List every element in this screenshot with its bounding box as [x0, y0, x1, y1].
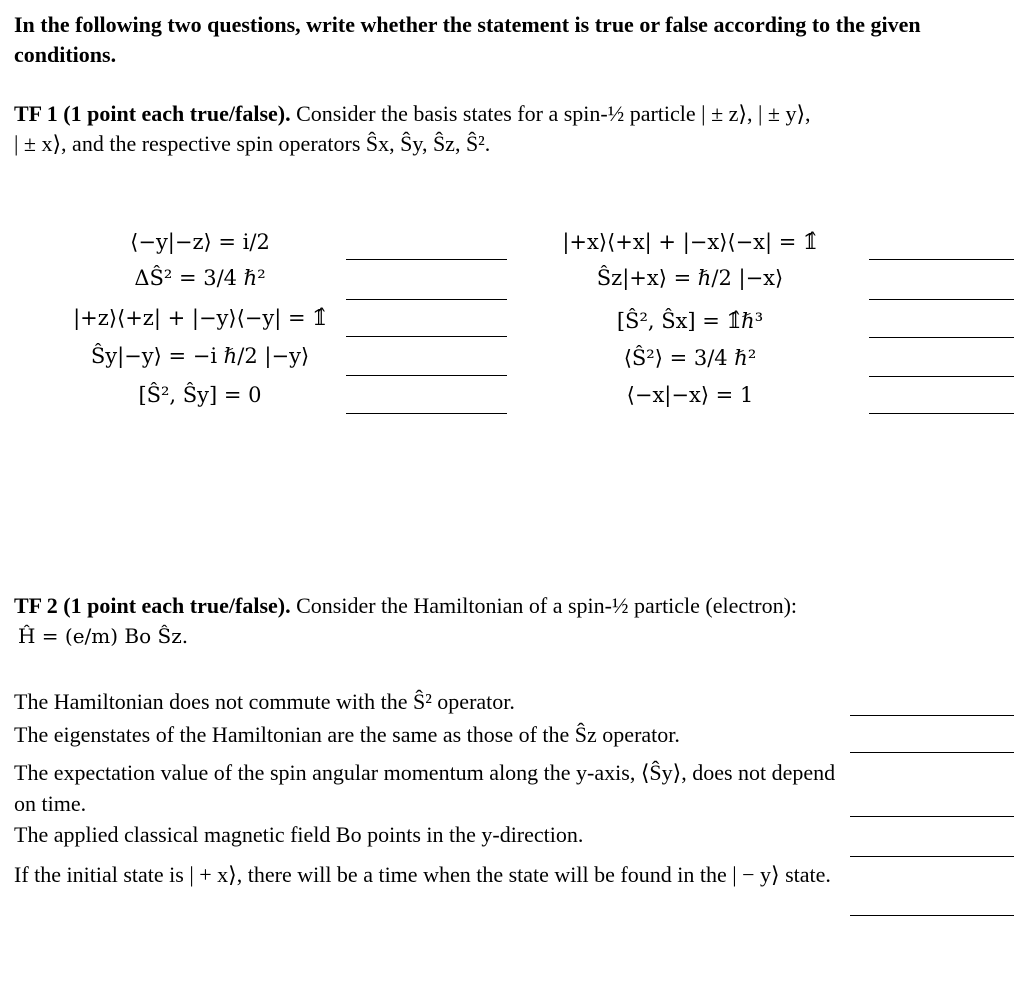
instructions-title: In the following two questions, write whether the statement is true or false according to the given conditions. [14, 12, 921, 67]
tf1-right-statement-5: ⟨−x|−x⟩ = 1 [626, 383, 754, 407]
tf1-header [14, 99, 1004, 159]
tf2-statement-5: If the initial state is | + x⟩, there will be a time when the state will be found in the | − y⟩ state. [14, 862, 831, 887]
tf2-answer-blank-4[interactable] [850, 856, 1014, 857]
tf2-answer-blank-1[interactable] [850, 715, 1014, 716]
tf1-right-answer-blank-1[interactable] [869, 259, 1014, 260]
tf2-answer-blank-3[interactable] [850, 816, 1014, 817]
tf1-left-answer-blank-4[interactable] [346, 375, 507, 376]
tf2-statement-4: The applied classical magnetic field Bo points in the y-direction. [14, 822, 584, 847]
tf1-description-line1: Consider the basis states for a spin-½ particle | ± z⟩, | ± y⟩, [290, 101, 811, 126]
tf2-answer-blank-2[interactable] [850, 752, 1014, 753]
tf1-left-statement-2: ΔŜ² = 3/4 ℏ² [134, 266, 266, 290]
tf1-description-line2: | ± x⟩, and the respective spin operators Ŝx, Ŝy, Ŝz, Ŝ². [14, 131, 491, 156]
tf1-left-answer-blank-5[interactable] [346, 413, 507, 414]
tf1-left-statement-5: [Ŝ², Ŝy] = 0 [138, 383, 262, 407]
tf1-right-answer-blank-2[interactable] [869, 299, 1014, 300]
tf1-right-answer-blank-5[interactable] [869, 413, 1014, 414]
tf1-label: TF 1 (1 point each true/false). [14, 101, 291, 126]
tf1-right-statement-3: [Ŝ², Ŝx] = 𝟙̂ℏ³ [616, 309, 764, 333]
tf1-right-statement-2: Ŝz|+x⟩ = ℏ/2 |−x⟩ [596, 266, 784, 290]
tf1-left-answer-blank-3[interactable] [346, 336, 507, 337]
tf1-left-answer-blank-1[interactable] [346, 259, 507, 260]
tf2-statement-1: The Hamiltonian does not commute with the Ŝ² operator. [14, 689, 515, 714]
tf1-right-answer-blank-3[interactable] [869, 337, 1014, 338]
tf1-left-statement-3: |+z⟩⟨+z| + |−y⟩⟨−y| = 𝟙̂ [73, 306, 327, 330]
tf2-header [14, 591, 1004, 621]
tf2-statement-2: The eigenstates of the Hamiltonian are the same as those of the Ŝz operator. [14, 722, 680, 747]
tf1-left-statement-4: Ŝy|−y⟩ = −i ℏ/2 |−y⟩ [90, 344, 310, 368]
tf1-right-answer-blank-4[interactable] [869, 376, 1014, 377]
tf2-hamiltonian: Ĥ = (e/m) Bo Ŝz. [18, 624, 189, 648]
tf2-label: TF 2 (1 point each true/false). [14, 593, 291, 618]
tf1-right-statement-1: |+x⟩⟨+x| + |−x⟩⟨−x| = 𝟙̂ [562, 230, 818, 254]
tf1-left-answer-blank-2[interactable] [346, 299, 507, 300]
tf1-right-statement-4: ⟨Ŝ²⟩ = 3/4 ℏ² [623, 346, 757, 370]
tf2-answer-blank-5[interactable] [850, 915, 1014, 916]
tf2-statement-3: The expectation value of the spin angular momentum along the y-axis, ⟨Ŝy⟩, does not depend on time. [14, 760, 836, 816]
tf2-description: Consider the Hamiltonian of a spin-½ particle (electron): [290, 593, 798, 618]
tf1-left-statement-1: ⟨−y|−z⟩ = i/2 [130, 230, 270, 254]
